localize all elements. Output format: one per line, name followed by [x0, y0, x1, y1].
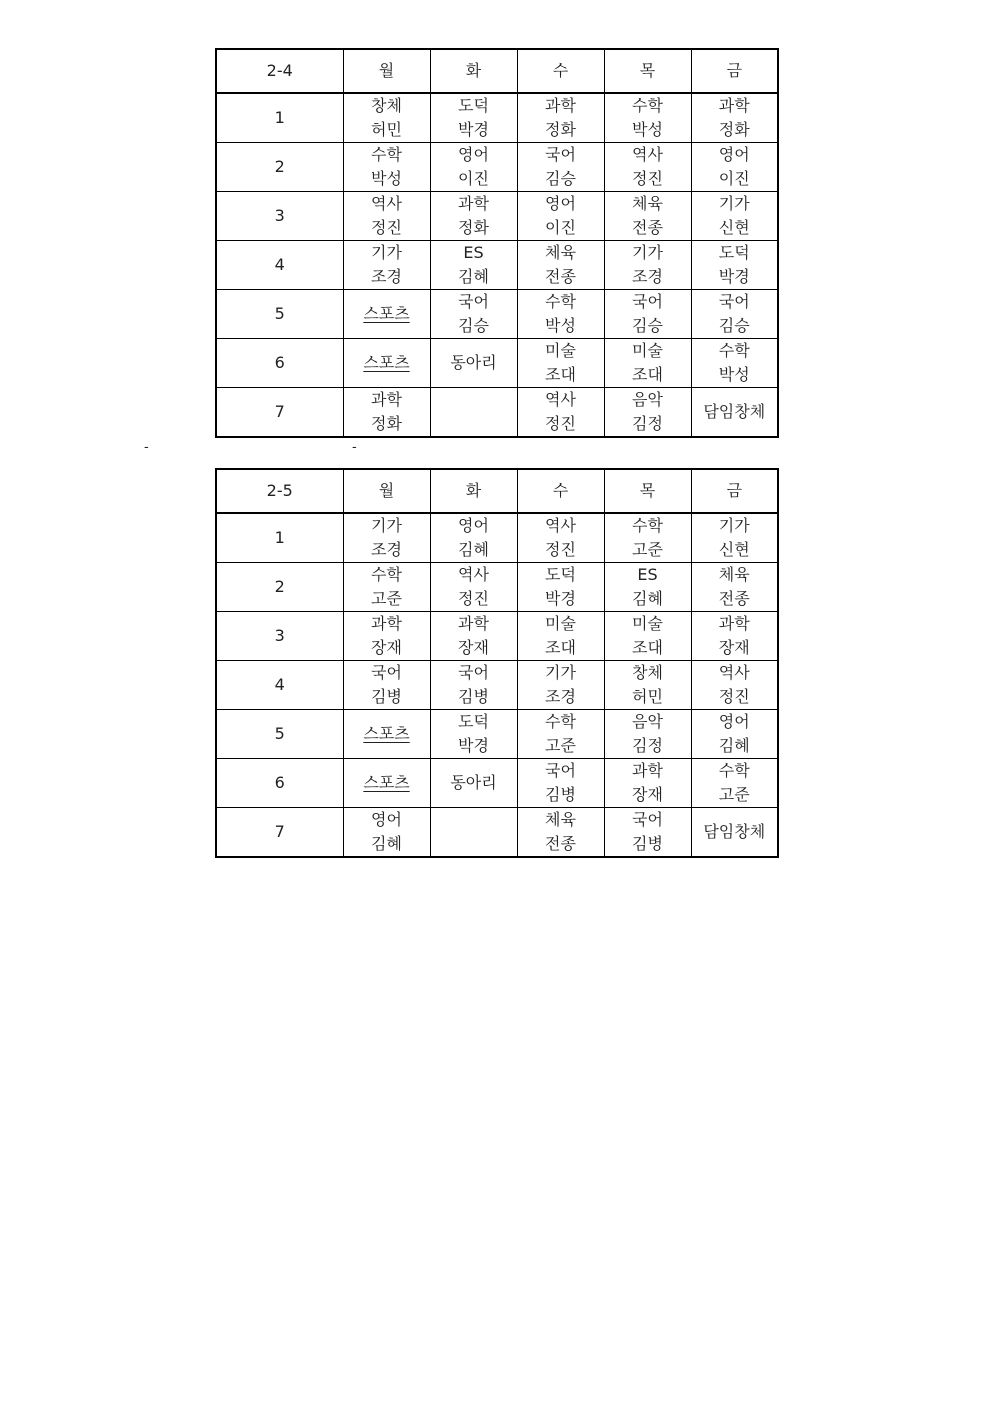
class-cell — [430, 93, 517, 143]
teacher-text: 전종 — [545, 267, 576, 286]
class-cell — [343, 808, 430, 858]
class-cell — [691, 661, 778, 710]
teacher-text: 장재 — [371, 638, 402, 657]
class-cell — [604, 93, 691, 143]
subject-text: 국어 — [632, 292, 663, 311]
teacher-text: 조경 — [545, 687, 576, 706]
subject-text: 수학 — [545, 712, 576, 731]
period-number: 5 — [216, 290, 343, 339]
period-number: 7 — [216, 388, 343, 438]
day-header: 수 — [517, 49, 604, 93]
table-row — [216, 759, 778, 808]
table-row — [216, 513, 778, 563]
teacher-text: 김혜 — [458, 267, 489, 286]
period-number: 4 — [216, 661, 343, 710]
subject-text: 스포츠 — [363, 353, 410, 372]
day-header: 월 — [343, 49, 430, 93]
period-number: 5 — [216, 710, 343, 759]
subject-text: 체육 — [545, 810, 576, 829]
class-cell — [430, 661, 517, 710]
subject-text: 체육 — [545, 243, 576, 262]
subject-text: 수학 — [632, 516, 663, 535]
subject-text: 과학 — [458, 194, 489, 213]
subject-text: 국어 — [632, 810, 663, 829]
class-cell — [691, 513, 778, 563]
timetable-2-5 — [215, 468, 779, 858]
subject-text: 과학 — [718, 96, 750, 115]
class-cell — [691, 563, 778, 612]
teacher-text: 신현 — [718, 540, 750, 559]
class-cell — [517, 612, 604, 661]
class-cell — [604, 241, 691, 290]
class-cell — [430, 759, 517, 808]
day-header: 목 — [604, 469, 691, 513]
subject-text: 국어 — [458, 292, 489, 311]
subject-text: 과학 — [545, 96, 576, 115]
class-cell — [604, 143, 691, 192]
teacher-text: 조대 — [545, 638, 576, 657]
day-header: 화 — [430, 49, 517, 93]
class-cell — [517, 513, 604, 563]
subject-text: 수학 — [718, 341, 750, 360]
class-cell — [691, 759, 778, 808]
teacher-text: 김혜 — [718, 736, 750, 755]
subject-text: 국어 — [545, 761, 576, 780]
class-cell — [604, 513, 691, 563]
class-cell — [691, 290, 778, 339]
subject-text: 담임창체 — [703, 822, 766, 841]
class-cell — [517, 290, 604, 339]
teacher-text: 정화 — [718, 120, 750, 139]
teacher-text: 고준 — [545, 736, 576, 755]
teacher-text: 김병 — [545, 785, 576, 804]
subject-text: 수학 — [371, 145, 402, 164]
teacher-text: 조경 — [371, 540, 402, 559]
class-cell — [430, 513, 517, 563]
teacher-text: 정진 — [371, 218, 402, 237]
table-row — [216, 808, 778, 858]
period-number: 4 — [216, 241, 343, 290]
subject-text: 과학 — [371, 614, 402, 633]
subject-text: 동아리 — [450, 773, 497, 792]
teacher-text: 김혜 — [632, 589, 663, 608]
table-row — [216, 661, 778, 710]
teacher-text: 박경 — [545, 589, 576, 608]
teacher-text: 허민 — [371, 120, 402, 139]
teacher-text: 허민 — [632, 687, 663, 706]
teacher-text: 정진 — [718, 687, 750, 706]
table-row — [216, 339, 778, 388]
subject-text: 스포츠 — [363, 304, 410, 323]
class-cell — [517, 759, 604, 808]
subject-text: 역사 — [632, 145, 663, 164]
day-header: 금 — [691, 469, 778, 513]
teacher-text: 김정 — [632, 736, 663, 755]
subject-text: 수학 — [545, 292, 576, 311]
subject-text: 스포츠 — [363, 773, 410, 792]
table-row — [216, 388, 778, 438]
teacher-text: 김병 — [632, 834, 663, 853]
teacher-text: 고준 — [371, 589, 402, 608]
separator-mark: - — [144, 440, 149, 455]
class-cell — [430, 808, 517, 858]
period-number: 6 — [216, 759, 343, 808]
teacher-text: 정화 — [545, 120, 576, 139]
subject-text: 역사 — [545, 516, 576, 535]
class-cell — [343, 339, 430, 388]
subject-text: 국어 — [371, 663, 402, 682]
class-cell — [343, 612, 430, 661]
subject-text: 동아리 — [450, 353, 497, 372]
subject-text: 창체 — [632, 663, 663, 682]
header-row — [216, 49, 778, 93]
period-number: 6 — [216, 339, 343, 388]
table-row — [216, 143, 778, 192]
class-cell — [517, 388, 604, 438]
class-cell — [691, 808, 778, 858]
subject-text: 기가 — [632, 243, 663, 262]
teacher-text: 고준 — [632, 540, 663, 559]
subject-text: 영어 — [718, 145, 750, 164]
subject-text: 영어 — [371, 810, 402, 829]
teacher-text: 김병 — [371, 687, 402, 706]
subject-text: 국어 — [458, 663, 489, 682]
period-number: 3 — [216, 192, 343, 241]
table-row — [216, 612, 778, 661]
class-label: 2-5 — [216, 469, 343, 513]
teacher-text: 조대 — [545, 365, 576, 384]
class-cell — [604, 759, 691, 808]
class-cell — [343, 661, 430, 710]
subject-text: 미술 — [632, 341, 663, 360]
subject-text: 수학 — [632, 96, 663, 115]
table-row — [216, 192, 778, 241]
teacher-text: 김승 — [545, 169, 576, 188]
teacher-text: 장재 — [632, 785, 663, 804]
class-label: 2-4 — [216, 49, 343, 93]
teacher-text: 박성 — [371, 169, 402, 188]
period-number: 2 — [216, 563, 343, 612]
subject-text: 도덕 — [458, 712, 489, 731]
subject-text: 영어 — [545, 194, 576, 213]
class-cell — [517, 192, 604, 241]
teacher-text: 정진 — [458, 589, 489, 608]
class-cell — [604, 661, 691, 710]
subject-text: 기가 — [371, 243, 402, 262]
class-cell — [691, 192, 778, 241]
subject-text: ES — [463, 243, 484, 262]
teacher-text: 이진 — [718, 169, 750, 188]
teacher-text: 김정 — [632, 414, 663, 433]
table-row — [216, 563, 778, 612]
subject-text: 역사 — [371, 194, 402, 213]
class-cell — [517, 93, 604, 143]
class-cell — [343, 563, 430, 612]
teacher-text: 전종 — [545, 834, 576, 853]
class-cell — [517, 563, 604, 612]
teacher-text: 정화 — [371, 414, 402, 433]
class-cell — [517, 808, 604, 858]
class-cell — [691, 241, 778, 290]
teacher-text: 조경 — [371, 267, 402, 286]
subject-text: 도덕 — [545, 565, 576, 584]
class-cell — [343, 143, 430, 192]
teacher-text: 정진 — [632, 169, 663, 188]
class-cell — [691, 339, 778, 388]
teacher-text: 이진 — [458, 169, 489, 188]
teacher-text: 박경 — [458, 120, 489, 139]
class-cell — [604, 808, 691, 858]
subject-text: 담임창체 — [703, 402, 766, 421]
subject-text: 수학 — [718, 761, 750, 780]
teacher-text: 박성 — [718, 365, 750, 384]
subject-text: 영어 — [458, 145, 489, 164]
class-cell — [430, 612, 517, 661]
subject-text: 체육 — [718, 565, 750, 584]
subject-text: 과학 — [632, 761, 663, 780]
subject-text: 영어 — [458, 516, 489, 535]
header-row — [216, 469, 778, 513]
class-cell — [604, 339, 691, 388]
subject-text: 미술 — [545, 614, 576, 633]
class-cell — [430, 290, 517, 339]
teacher-text: 이진 — [545, 218, 576, 237]
teacher-text: 박경 — [718, 267, 750, 286]
class-cell — [343, 241, 430, 290]
teacher-text: 김승 — [458, 316, 489, 335]
timetable-2-4 — [215, 48, 779, 438]
subject-text: 음악 — [632, 712, 663, 731]
subject-text: 기가 — [718, 516, 750, 535]
class-cell — [343, 759, 430, 808]
class-cell — [517, 143, 604, 192]
class-cell — [430, 710, 517, 759]
class-cell — [343, 710, 430, 759]
teacher-text: 전종 — [718, 589, 750, 608]
day-header: 목 — [604, 49, 691, 93]
class-cell — [343, 192, 430, 241]
class-cell — [691, 710, 778, 759]
class-cell — [691, 612, 778, 661]
class-cell — [604, 388, 691, 438]
period-number: 3 — [216, 612, 343, 661]
day-header: 월 — [343, 469, 430, 513]
subject-text: 수학 — [371, 565, 402, 584]
teacher-text: 김승 — [718, 316, 750, 335]
class-cell — [691, 143, 778, 192]
subject-text: 영어 — [718, 712, 750, 731]
class-cell — [517, 339, 604, 388]
class-cell — [517, 241, 604, 290]
class-cell — [430, 192, 517, 241]
teacher-text: 장재 — [718, 638, 750, 657]
teacher-text: 조대 — [632, 365, 663, 384]
class-cell — [430, 339, 517, 388]
subject-text: 기가 — [718, 194, 750, 213]
day-header: 수 — [517, 469, 604, 513]
subject-text: 기가 — [371, 516, 402, 535]
class-cell — [691, 388, 778, 438]
class-cell — [691, 93, 778, 143]
subject-text: 기가 — [545, 663, 576, 682]
subject-text: 국어 — [718, 292, 750, 311]
teacher-text: 박성 — [545, 316, 576, 335]
teacher-text: 조대 — [632, 638, 663, 657]
teacher-text: 김혜 — [371, 834, 402, 853]
class-cell — [604, 612, 691, 661]
day-header: 화 — [430, 469, 517, 513]
subject-text: 과학 — [458, 614, 489, 633]
subject-text: 역사 — [718, 663, 750, 682]
class-cell — [343, 290, 430, 339]
class-cell — [343, 388, 430, 438]
subject-text: 도덕 — [718, 243, 750, 262]
table-row — [216, 93, 778, 143]
class-cell — [430, 143, 517, 192]
day-header: 금 — [691, 49, 778, 93]
subject-text: 국어 — [545, 145, 576, 164]
subject-text: 미술 — [545, 341, 576, 360]
separator-mark: - — [352, 440, 357, 455]
subject-text: 체육 — [632, 194, 663, 213]
table-row — [216, 290, 778, 339]
period-number: 1 — [216, 513, 343, 563]
subject-text: ES — [637, 565, 658, 584]
class-cell — [517, 661, 604, 710]
period-number: 7 — [216, 808, 343, 858]
subject-text: 과학 — [371, 390, 402, 409]
teacher-text: 신현 — [718, 218, 750, 237]
teacher-text: 전종 — [632, 218, 663, 237]
subject-text: 창체 — [371, 96, 402, 115]
teacher-text: 박경 — [458, 736, 489, 755]
teacher-text: 박성 — [632, 120, 663, 139]
subject-text: 역사 — [458, 565, 489, 584]
teacher-text: 정진 — [545, 414, 576, 433]
class-cell — [604, 563, 691, 612]
class-cell — [343, 513, 430, 563]
subject-text: 스포츠 — [363, 724, 410, 743]
class-cell — [604, 290, 691, 339]
teacher-text: 고준 — [718, 785, 750, 804]
subject-text: 과학 — [718, 614, 750, 633]
teacher-text: 정진 — [545, 540, 576, 559]
teacher-text: 김승 — [632, 316, 663, 335]
subject-text: 도덕 — [458, 96, 489, 115]
period-number: 1 — [216, 93, 343, 143]
subject-text: 음악 — [632, 390, 663, 409]
class-cell — [430, 241, 517, 290]
class-cell — [517, 710, 604, 759]
teacher-text: 김병 — [458, 687, 489, 706]
class-cell — [604, 192, 691, 241]
table-row — [216, 241, 778, 290]
class-cell — [430, 563, 517, 612]
teacher-text: 조경 — [632, 267, 663, 286]
teacher-text: 장재 — [458, 638, 489, 657]
table-row — [216, 710, 778, 759]
subject-text: 역사 — [545, 390, 576, 409]
class-cell — [343, 93, 430, 143]
class-cell — [604, 710, 691, 759]
subject-text: 미술 — [632, 614, 663, 633]
period-number: 2 — [216, 143, 343, 192]
teacher-text: 김혜 — [458, 540, 489, 559]
class-cell — [430, 388, 517, 438]
teacher-text: 정화 — [458, 218, 489, 237]
